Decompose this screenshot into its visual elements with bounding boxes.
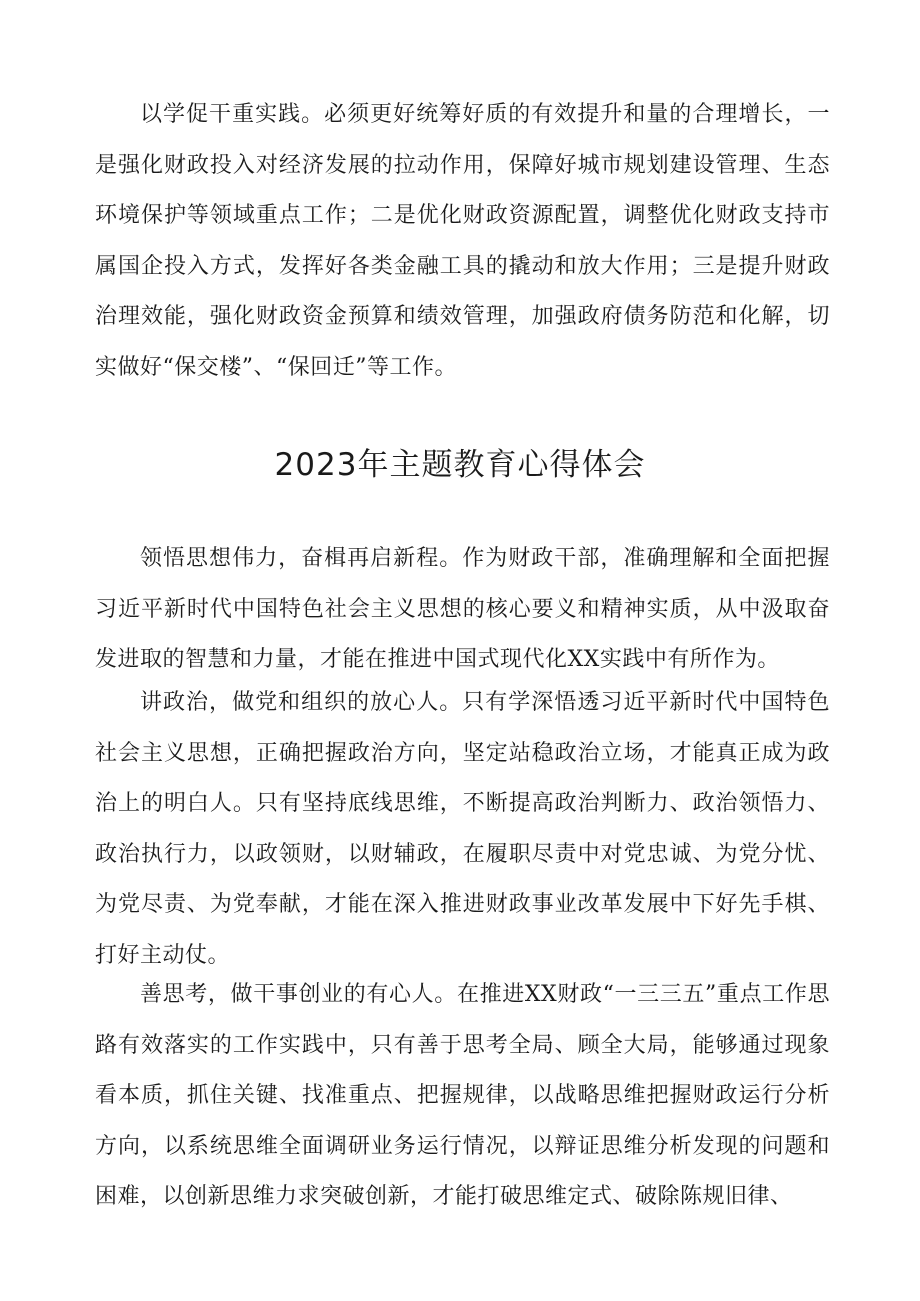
intro-paragraph: 以学促干重实践。必须更好统筹好质的有效提升和量的合理增长，一是强化财政投入对经济发展的拉动作用，保障好城市规划建设管理、生态环境保护等领域重点工作；二是优化财政资源配置，调整优化财政支持市属国企投入方式，发挥好各类金融工具的撬动和放大作用；三是提升财政治理效能，强化财政资金预算和绩效管理，加强政府债务防范和化解，切实做好“保交楼”、“保回迁”等工作。: [95, 102, 830, 380]
paragraph-3: 善思考，做干事创业的有心人。在推进XX财政“一三三五”重点工作思路有效落实的工作实践中，只有善于思考全局、顾全大局，能够通过现象看本质，抓住关键、找准重点、把握规律，以战略思维把握财政运行分析方向，以系统思维全面调研业务运行情况，以辩证思维分析发现的问题和困难，以创新思维力求突破创新，才能打破思维定式、破除陈规旧律、: [95, 982, 830, 1209]
paragraph-1: 领悟思想伟力，奋楫再启新程。作为财政干部，准确理解和全面把握习近平新时代中国特色社会主义思想的核心要义和精神实质，从中汲取奋发进取的智慧和力量，才能在推进中国式现代化XX实践中有所作为。: [95, 546, 830, 672]
paragraph-2: 讲政治，做党和组织的放心人。只有学深悟透习近平新时代中国特色社会主义思想，正确把握政治方向，坚定站稳政治立场，才能真正成为政治上的明白人。只有坚持底线思维，不断提高政治判断力、政治领悟力、政治执行力，以政领财，以财辅政，在履职尽责中对党忠诚、为党分忧、为党尽责、为党奉献，才能在深入推进财政事业改革发展中下好先手棋、打好主动仗。: [95, 690, 830, 968]
page-title: 2023年主题教育心得体会: [274, 447, 646, 483]
